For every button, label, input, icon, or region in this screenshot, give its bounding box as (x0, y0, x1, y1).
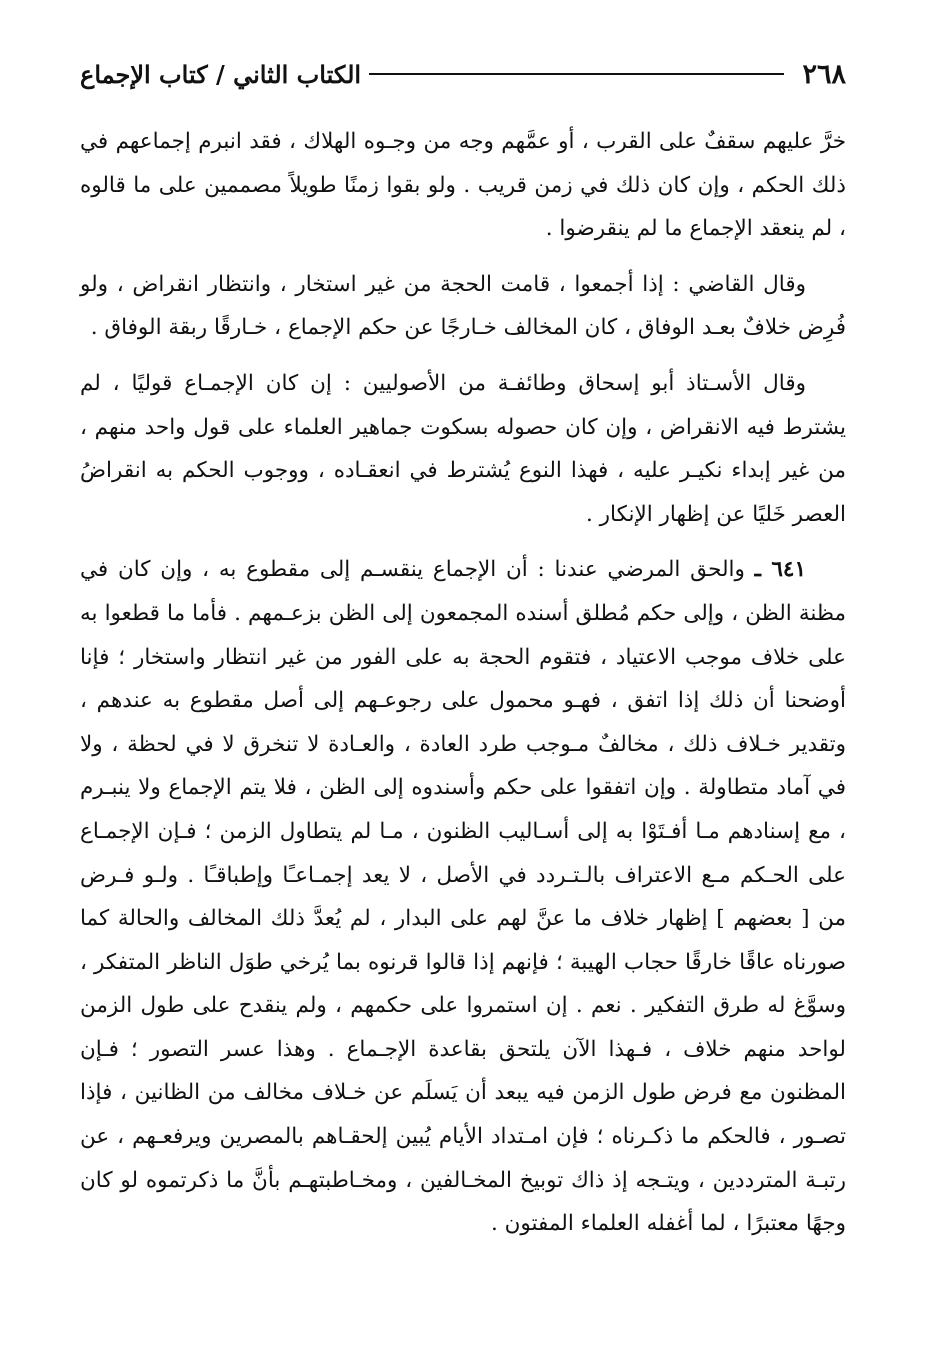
running-title: الكتاب الثاني / كتاب الإجماع (80, 59, 362, 89)
paragraph-2: وقال القاضي : إذا أجمعوا ، قامت الحجة من غير استخار ، وانتظار انقراض ، ولو فُرِض خلافٌ بعـد الوفاق ، كان المخالف خـارجًا عن حكم الإجماع ، خـارقًا ربقة الوفاق . (80, 271, 846, 341)
header-rule (369, 73, 784, 75)
page-body (80, 120, 846, 1246)
page-header (80, 52, 846, 96)
paragraph-number: ٦٤١ ـ (754, 557, 806, 583)
paragraph-641-text: والحق المرضي عندنا : أن الإجماع ينقسـم إلى مقطوع به ، وإن كان في مظنة الظن ، وإلى حكم مُطلق أسنده المجمعون إلى الظن بزعـمهم . فأما ما قطعوا به على خلاف موجب الاعتياد ، فتقوم الحجة به على الفور من غير انتظار واستخار ؛ فإنا أوضحنا أن ذلك إذا اتفق ، فهـو محمول على رجوعـهم إلى أصل مقطوع به عندهم ، وتقدير خـلاف ذلك ، مخالفٌ مـوجب طرد العادة ، والعـادة لا تنخرق لا في لحظة ، ولا في آماد متطاولة . وإن اتفقوا على حكم وأسندوه إلى الظن ، فلا يتم الإجماع ولا ينبـرم ، مع إسنادهم مـا أفـتَوْا به إلى أسـاليب الظنون ، مـا لم يتطاول الزمن ؛ فـإن الإجمـاع على الحـكم مـع الاعتراف بالـتـردد في الأصل ، لا يعد إجمـاعـًا وإطباقـًا . ولـو فـرض من [ بعضهم ] إظهار خلاف ما عنَّ لهم على البدار ، لم يُعدَّ ذلك المخالف والحالة كما صورناه عاقًا خارقًا حجاب الهيبة ؛ فإنهم إذا قالوا قرنوه بما يُرخي طوَل الناظر المتفكر ، وسوَّغ له طرق التفكير . نعم . إن استمروا على حكمهم ، ولم ينقدح على طول الزمن لواحد منهم خلاف ، فـهذا الآن يلتحق بقاعدة الإجـماع . وهذا عسر التصور ؛ فـإن المظنون مع فرض طول الزمن فيه يبعد أن يَسلَم عن خـلاف مخالف من الظانين ، فإذا تصـور ، فالحكم ما ذكـرناه ؛ فإن امـتداد الأيام يُبين إلحقـاهم بالمصرين ويرفعـهم ، عن رتبـة المترددين ، ويتـجه إذ ذاك توبيخ المخـالفين ، ومخـاطبتهـم بأنَّ ما ذكرتموه لو كان وجهًا معتبرًا ، لما أغفله العلماء المفتون . (80, 557, 846, 1237)
paragraph-3: وقال الأسـتاذ أبو إسحاق وطائفـة من الأصوليين : إن كان الإجمـاع قوليًا ، لم يشترط فيه الانقراض ، وإن كان حصوله بسكوت جماهير العلماء على قول واحد منهم ، من غير إبداء نكيـر عليه ، فهذا النوع يُشترط في انعقـاده ، ووجوب الحكم به انقراضُ العصر خَليًا عن إظهار الإنكار . (80, 370, 846, 527)
paragraph-1: خرَّ عليهم سقفٌ على القرب ، أو عمَّهم وجه من وجـوه الهلاك ، فقد انبرم إجماعهم في ذلك الحكم ، وإن كان ذلك في زمن قريب . ولو بقوا زمنًا طويلاً مصممين على ما قالوه ، لم ينعقد الإجماع ما لم ينقرضوا . (80, 129, 846, 242)
paragraph-641 (80, 548, 846, 1246)
page-number: ٢٦٨ (802, 58, 846, 90)
